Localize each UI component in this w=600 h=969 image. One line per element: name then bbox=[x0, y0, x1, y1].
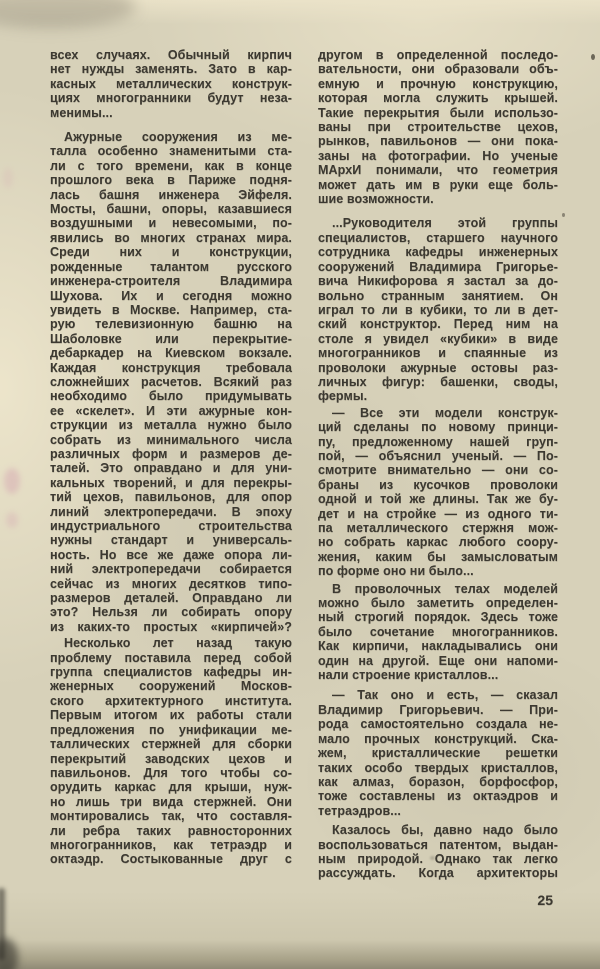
text-line: менимы... bbox=[50, 105, 113, 120]
text-line: специалистов, старшего научного bbox=[318, 230, 558, 245]
text-line: можно было заметить определен- bbox=[318, 596, 558, 611]
text-line: ций сделаны по новому принци- bbox=[318, 420, 558, 435]
text-line: рода самостоятельно создала не- bbox=[318, 717, 558, 732]
text-line: из каких-то простых «кирпичей»? bbox=[50, 619, 292, 634]
text-line: Как кирпичи, накладывались они bbox=[318, 639, 558, 654]
text-line: по форме оно ни было... bbox=[318, 564, 474, 579]
text-line: жения, каким бы замысловатым bbox=[318, 549, 558, 564]
page-edge-shadow bbox=[0, 938, 18, 969]
paragraph bbox=[50, 130, 292, 634]
text-line: ли с того времени, как в конце bbox=[50, 158, 292, 173]
text-line: браны из кусочков проволоки bbox=[318, 477, 558, 492]
text-line: Шухова. Их и сегодня можно bbox=[50, 288, 292, 303]
text-line: ность. Но все же даже опора ли- bbox=[50, 547, 292, 562]
text-line: — Так оно и есть, — сказал bbox=[332, 688, 558, 703]
text-line: сейчас из многих десятков типо- bbox=[50, 576, 292, 591]
text-line: па металлического стержня мож- bbox=[318, 521, 558, 535]
paragraph bbox=[318, 216, 558, 403]
text-line: емную и прочную конструкцию, bbox=[318, 76, 558, 91]
text-line: ли ребра таких равносторонних bbox=[50, 823, 292, 838]
text-line: циях многогранники будут неза- bbox=[50, 91, 292, 106]
paragraph bbox=[318, 823, 558, 881]
text-line: ...Руководителя этой группы bbox=[332, 216, 558, 231]
paragraph bbox=[318, 406, 558, 579]
text-line: ского архитектурного института. bbox=[50, 693, 292, 708]
text-line: различных форм и размеров де- bbox=[50, 446, 292, 461]
text-line: это? Нельзя ли собирать опору bbox=[50, 605, 292, 620]
text-line: но лишь три вида стержней. Они bbox=[50, 794, 292, 809]
text-line: предложения по унификации ме- bbox=[50, 722, 292, 737]
text-line: Несколько лет назад такую bbox=[64, 636, 292, 651]
text-line: тоже составлены из октаэдров и bbox=[318, 789, 558, 804]
text-line: Первым итогом их работы стали bbox=[50, 708, 292, 723]
text-column-left bbox=[50, 48, 292, 881]
text-line: Ажурные сооружения из ме- bbox=[64, 130, 292, 145]
text-line: сотрудника кафедры инженерных bbox=[318, 245, 558, 260]
text-line: может дать им в руки еще боль- bbox=[318, 177, 558, 192]
text-line: тетраэдров... bbox=[318, 803, 401, 818]
article-text-columns bbox=[50, 48, 558, 881]
text-line: воздушными и невесомыми, по- bbox=[50, 216, 292, 231]
text-line: было сочетание многогранников. bbox=[318, 624, 558, 639]
text-line: кальных творений, и для перекры- bbox=[50, 475, 292, 490]
text-line: октаэдр. Состыкованные друг с bbox=[50, 852, 292, 867]
text-line: таллических стержней для сборки bbox=[50, 737, 292, 752]
paragraph bbox=[50, 636, 292, 867]
text-line: Владимир Григорьевич. — При- bbox=[318, 702, 558, 717]
text-line: — Все эти модели конструк- bbox=[332, 405, 558, 420]
text-line: рую телевизионную башню на bbox=[50, 317, 292, 332]
text-line: проблему поставила перед собой bbox=[50, 650, 292, 665]
text-line: один на другой. Еще они напоми- bbox=[318, 653, 558, 668]
text-line: нужны стандарт и универсаль- bbox=[50, 533, 292, 548]
text-line: Казалось бы, давно надо было bbox=[332, 823, 558, 838]
text-line: увидеть в Москве. Например, ста- bbox=[50, 302, 292, 317]
text-line: Среди них и конструкции, bbox=[50, 245, 292, 260]
paragraph bbox=[50, 48, 292, 120]
text-line: размеров деталей. Оправдано ли bbox=[50, 591, 292, 606]
page-number: 25 bbox=[537, 892, 553, 908]
text-line: всех случаях. Обычный кирпич bbox=[50, 48, 292, 62]
text-line: В проволочных телах моделей bbox=[332, 581, 558, 596]
text-line: лась башня инженера Эйфеля. bbox=[50, 187, 292, 202]
text-line: многогранников и спаянные из bbox=[318, 346, 558, 361]
text-line: ее «скелет». И эти ажурные кон- bbox=[50, 403, 292, 418]
text-line: ный строгий порядок. Здесь тоже bbox=[318, 610, 558, 625]
paragraph bbox=[318, 48, 558, 206]
text-line: личных фигур: башенки, своды, bbox=[318, 374, 558, 389]
text-line: шие возможности. bbox=[318, 192, 434, 207]
text-line: явились во многих странах мира. bbox=[50, 230, 292, 245]
text-line: ний электропередачи собирается bbox=[50, 562, 292, 577]
paper-speck bbox=[591, 54, 595, 60]
text-column-right bbox=[318, 48, 558, 881]
text-line: группа специалистов кафедры ин- bbox=[50, 665, 292, 680]
text-line: нет нужды заменять. Зато в кар- bbox=[50, 62, 292, 77]
text-line: сложнейших расчетов. Всякий раз bbox=[50, 374, 292, 389]
text-line: перекрытий заводских цехов и bbox=[50, 751, 292, 766]
text-line: Мосты, башни, опоры, казавшиеся bbox=[50, 202, 292, 217]
text-line: МАрхИ понимали, что геометрия bbox=[318, 163, 558, 178]
text-line: линий электропередачи. В эпоху bbox=[50, 504, 292, 519]
text-line: воспользоваться патентом, выдан- bbox=[318, 837, 558, 852]
text-line: столе я увидел «кубики» в виде bbox=[318, 331, 558, 346]
text-line: Такие перекрытия были использо- bbox=[318, 105, 558, 120]
text-line: но собрать каркас любого соору- bbox=[318, 535, 558, 550]
text-line: тий цехов, павильонов, для опор bbox=[50, 490, 292, 505]
text-line: прошлого века в Париже подня- bbox=[50, 173, 292, 188]
text-line: Шаболовке или перекрытие- bbox=[50, 331, 292, 346]
text-line: дебаркадер на Киевском вокзале. bbox=[50, 346, 292, 361]
text-line: рожденные талантом русского bbox=[50, 259, 292, 274]
text-line: индустриального строительства bbox=[50, 519, 292, 533]
paper-speck bbox=[562, 213, 565, 217]
text-line: проволоки ажурные остовы раз- bbox=[318, 360, 558, 375]
text-line: орудить каркас для крыши, нуж- bbox=[50, 780, 292, 795]
text-line: вича Никифорова я застал за до- bbox=[318, 274, 558, 289]
text-line: вольно странным занятием. Он bbox=[318, 288, 558, 303]
text-line: струкции из металла нужно было bbox=[50, 418, 292, 433]
text-line: одной и той же длины. Так же бу- bbox=[318, 492, 558, 507]
text-line: талей. Это оправдано и для уни- bbox=[50, 461, 292, 476]
text-line: рынков, павильонов — они пока- bbox=[318, 134, 558, 149]
paper-stain bbox=[6, 512, 18, 528]
text-line: ным природой. Однако так легко bbox=[318, 851, 558, 866]
text-line: играл то ли в кубики, то ли в дет- bbox=[318, 302, 558, 317]
paper-stain bbox=[3, 168, 13, 188]
text-line: другом в определенной последо- bbox=[318, 48, 558, 62]
text-line: заны на фотографии. Но ученые bbox=[318, 148, 558, 163]
text-line: пу, предложенному нашей груп- bbox=[318, 434, 558, 449]
text-line: Каждая конструкция требовала bbox=[50, 360, 292, 375]
text-line: дет и на стройке — из одного ти- bbox=[318, 506, 558, 521]
text-line: вательности, они образовали объ- bbox=[318, 62, 558, 77]
text-line: монтировались так, что составля- bbox=[50, 809, 292, 824]
text-line: павильонов. Для того чтобы со- bbox=[50, 765, 292, 780]
text-line: пой, — объяснил ученый. — По- bbox=[318, 448, 558, 463]
text-line: талла особенно знаменитыми ста- bbox=[50, 144, 292, 159]
text-line: как алмаз, боразон, борфосфор, bbox=[318, 774, 558, 789]
text-line: сооружений Владимира Григорье- bbox=[318, 259, 558, 274]
text-line: рассуждать. Когда архитекторы bbox=[318, 866, 558, 881]
paper-stain bbox=[4, 468, 20, 494]
text-line: жем, кристаллические решетки bbox=[318, 746, 558, 761]
text-line: которая могла служить крышей. bbox=[318, 91, 558, 106]
text-line: многогранников, как тетраэдр и bbox=[50, 837, 292, 852]
text-line: необходимо было придумывать bbox=[50, 389, 292, 404]
text-line: смотрите внимательно — они со- bbox=[318, 463, 558, 478]
text-line: собрать из минимального числа bbox=[50, 432, 292, 447]
scan-smudge-top-left bbox=[0, 0, 136, 28]
text-line: инженера-строителя Владимира bbox=[50, 274, 292, 289]
text-line: нали строение кристаллов... bbox=[318, 668, 499, 683]
paragraph bbox=[318, 582, 558, 683]
paragraph bbox=[318, 688, 558, 818]
text-line: мало прочных конструкций. Ска- bbox=[318, 731, 558, 746]
text-line: ваны при строительстве цехов, bbox=[318, 120, 558, 135]
text-line: ский конструктор. Перед ним на bbox=[318, 317, 558, 332]
text-line: женерных сооружений Москов- bbox=[50, 679, 292, 694]
text-line: таких особо твердых кристаллов, bbox=[318, 760, 558, 775]
text-line: касных металлических конструк- bbox=[50, 76, 292, 91]
text-line: фермы. bbox=[318, 389, 368, 404]
